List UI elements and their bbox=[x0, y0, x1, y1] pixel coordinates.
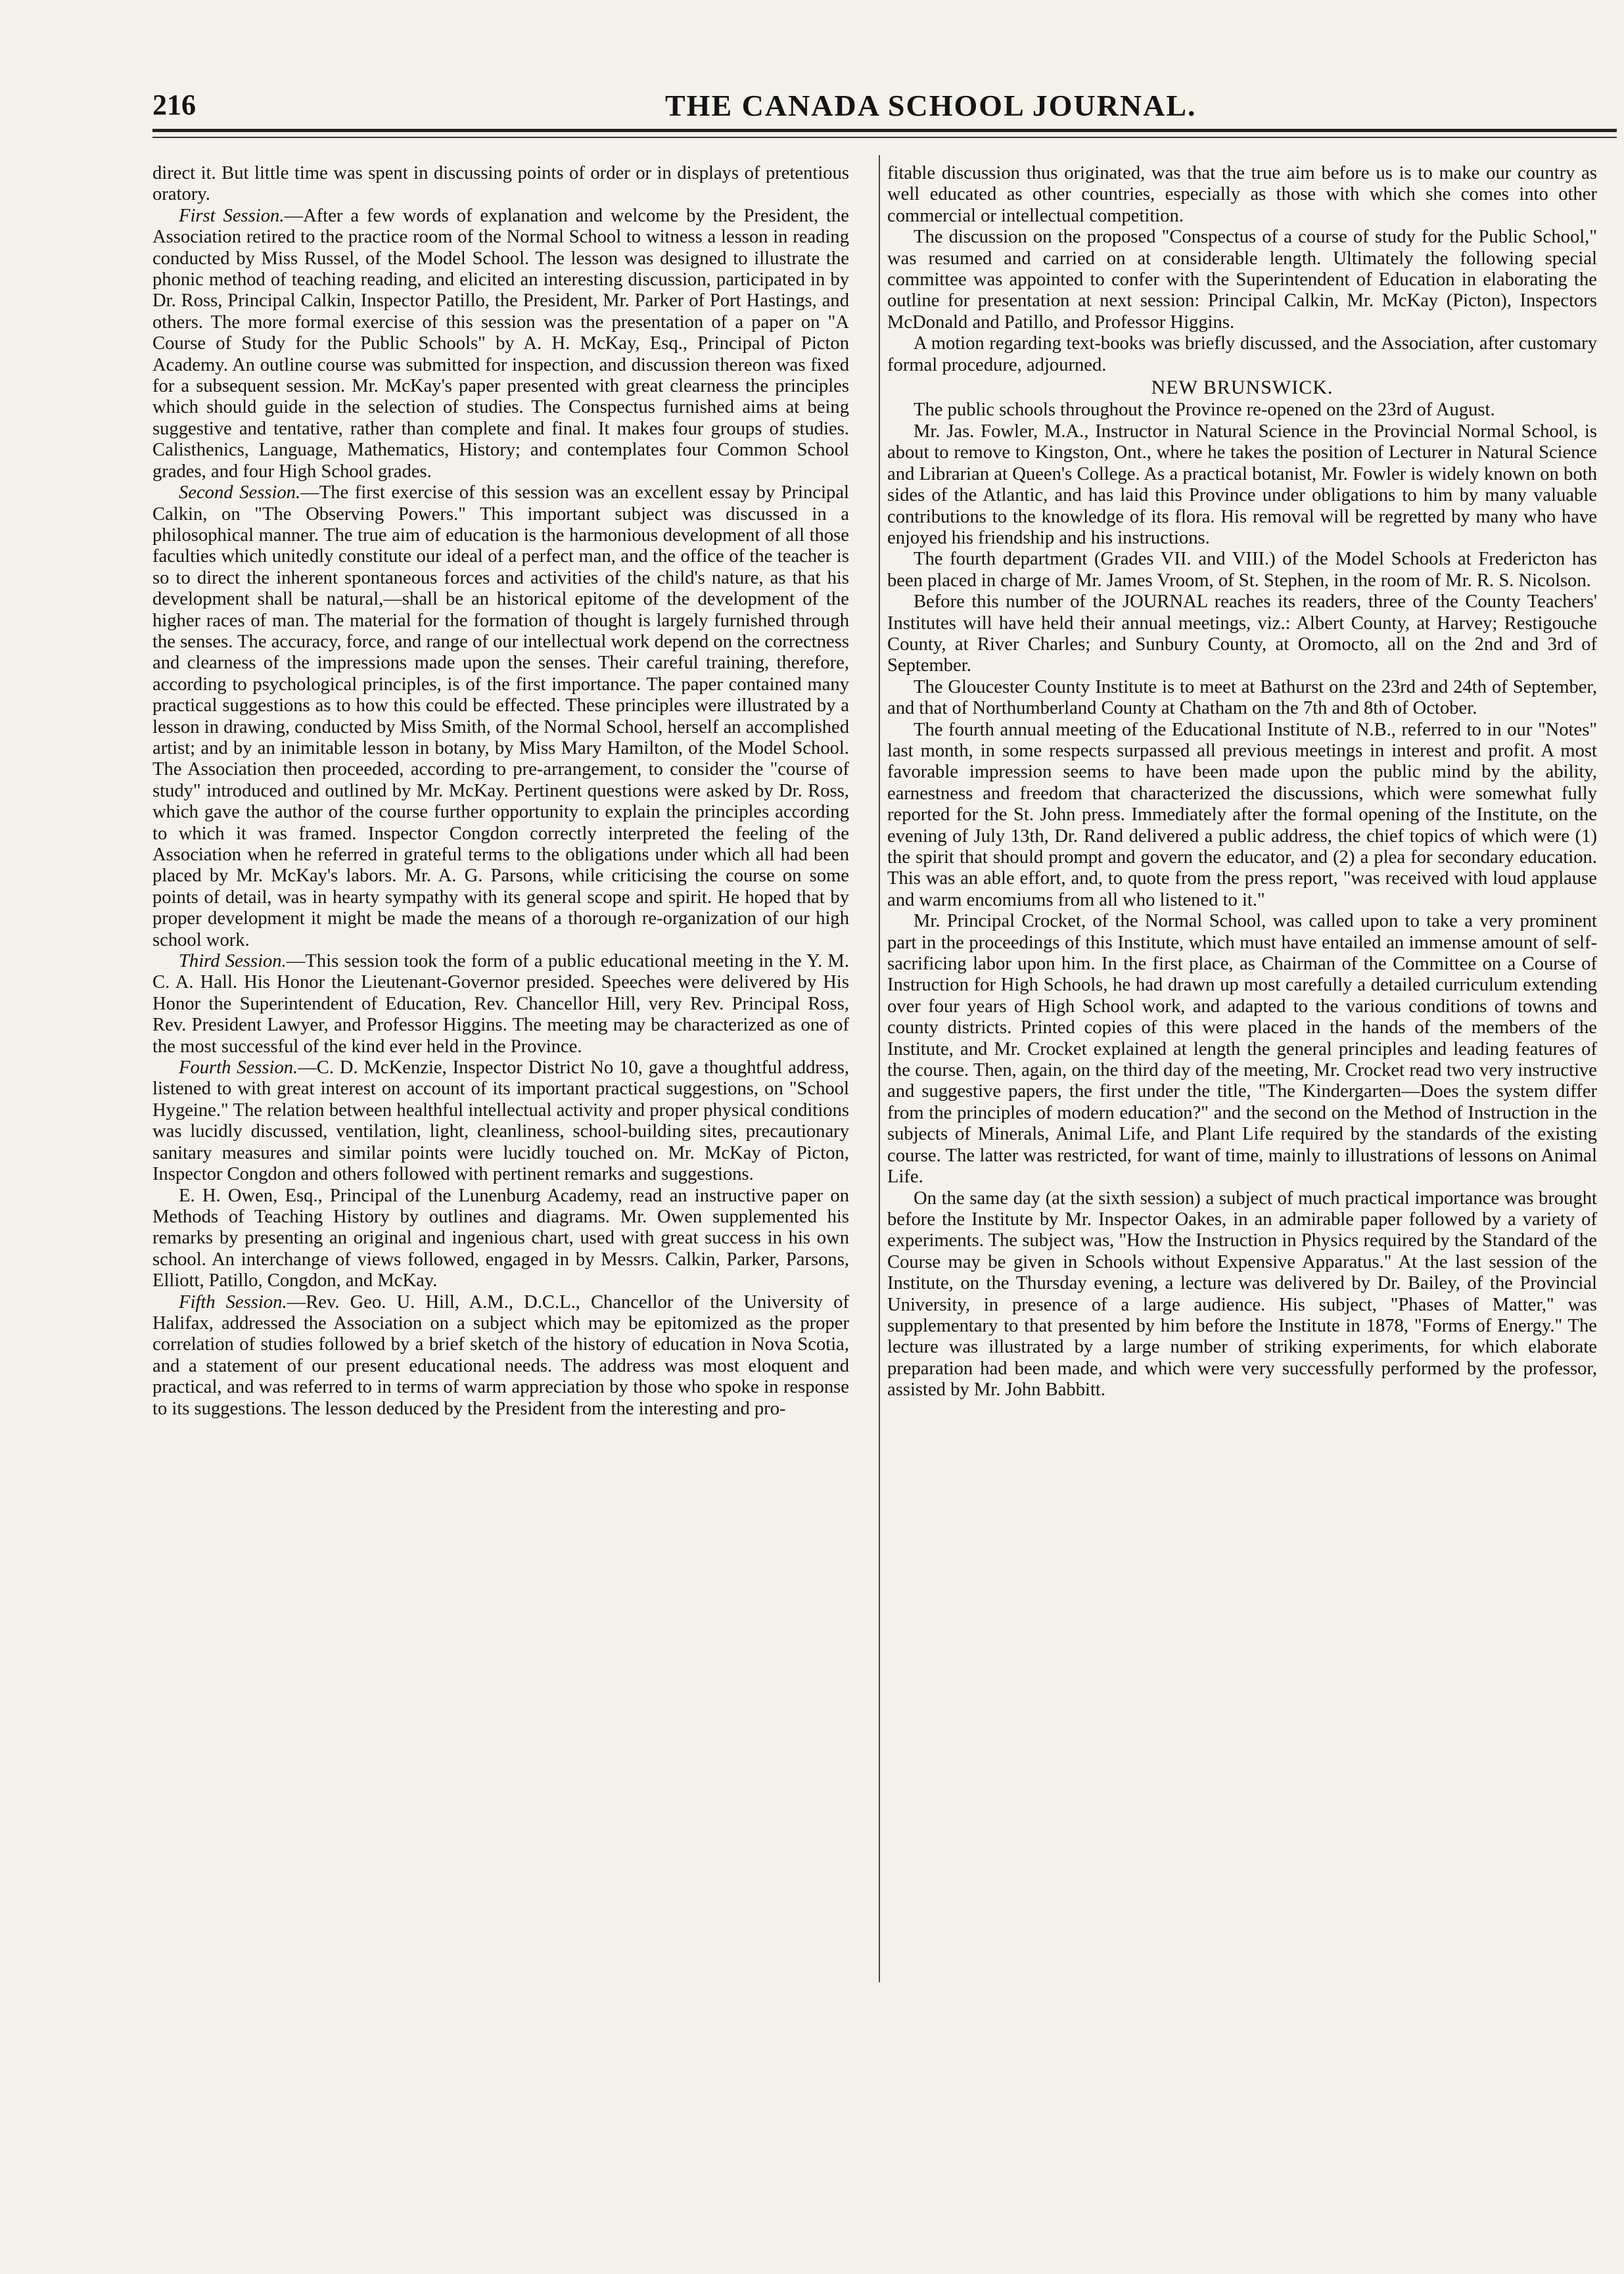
session-heading: Second Session. bbox=[179, 482, 301, 503]
column-divider bbox=[879, 155, 880, 1982]
paragraph: Mr. Jas. Fowler, M.A., Instructor in Natural Science in the Provincial Normal School, is about to remove to Kingston, Ont., where he takes the position of Lecturer in Natural Science and Librarian at Queen's College. As a practical botanist, Mr. Fowler is widely known on both sides of the Atlantic, and has laid this Province under obligations to him by many valuable contributions to the knowledge of its flora. His removal will be regretted by many who have enjoyed his friendship and his instructions. bbox=[887, 421, 1597, 548]
paragraph bbox=[152, 1057, 849, 1185]
session-heading: First Session. bbox=[179, 205, 285, 226]
paragraph: The public schools throughout the Province re-opened on the 23rd of August. bbox=[914, 400, 1495, 421]
paragraph bbox=[152, 482, 849, 951]
paragraph-text: —This session took the form of a public educational meeting in the Y. M. C. A. Hall. His Honor the Lieutenant-Governor presided. Speeches were delivered by His Honor the Superintendent of Education, Rev. Chancellor Hill, very Rev. Principal Ross, Rev. President Lawyer, and Professor Higgins. The meeting may be characterized as one of the most successful of the kind ever held in the Province. bbox=[152, 951, 849, 1057]
page-number: 216 bbox=[152, 89, 196, 121]
paragraph: The Gloucester County Institute is to meet at Bathurst on the 23rd and 24th of September, and that of Northumberland County at Chatham on the 7th and 8th of October. bbox=[887, 676, 1597, 719]
left-column bbox=[152, 163, 849, 1420]
right-column bbox=[887, 163, 1597, 1401]
paragraph: Mr. Principal Crocket, of the Normal School, was called upon to take a very prominent part in the proceedings of this Institute, which must have entailed an immense amount of self-sacrificing labor upon him. In the first place, as Chairman of the Committee on a Course of Instruction for High Schools, he had drawn up most carefully a detailed curriculum extending over four years of High School work, and adapted to the various conditions of towns and county districts. Printed copies of this were placed in the hands of the members of the Institute, and Mr. Crocket explained at length the general principles and leading features of the course. Then, again, on the third day of the meeting, Mr. Crocket read two very instructive and suggestive papers, the first under the title, "The Kindergarten—Does the system differ from the principles of modern education?" and the second on the Method of Instruction in the subjects of Minerals, Animal Life, and Plant Life required by the standards of the existing course. The latter was restricted, for want of time, mainly to illustrations of lessons on Animal Life. bbox=[887, 911, 1597, 1188]
paragraph bbox=[152, 951, 849, 1057]
journal-title: THE CANADA SCHOOL JOURNAL. bbox=[665, 89, 1197, 122]
paragraph: The fourth department (Grades VII. and VIII.) of the Model Schools at Fredericton has been placed in charge of Mr. James Vroom, of St. Stephen, in the room of Mr. R. S. Nicolson. bbox=[887, 549, 1597, 591]
section-heading: NEW BRUNSWICK. bbox=[1151, 377, 1334, 399]
paragraph bbox=[152, 206, 849, 482]
session-heading: Fourth Session. bbox=[179, 1057, 298, 1079]
paragraph-text: —After a few words of explanation and welcome by the President, the Association retired to the practice room of the Normal School to witness a lesson in reading conducted by Miss Russel, of the Model School. The lesson was designed to illustrate the phonic method of teaching reading, and elicited an interesting discussion, participated in by Dr. Ross, Principal Calkin, Inspector Patillo, the President, Mr. Parker of Port Hastings, and others. The more formal exercise of this session was the presentation of a paper on "A Course of Study for the Public Schools" by A. H. McKay, Esq., Principal of Picton Academy. An outline course was submitted for inspection, and discussion thereon was fixed for a subsequent session. Mr. McKay's paper presented with great clearness the principles which should guide in the selection of studies. The Conspectus furnished aims at being suggestive and tentative, rather than complete and final. It makes four groups of studies. Calisthenics, Language, Mathematics, History; and contemplates four Common School grades, and four High School grades. bbox=[152, 205, 849, 482]
header-rule-thick bbox=[152, 129, 1617, 132]
paragraph: The discussion on the proposed "Conspectus of a course of study for the Public School," was resumed and carried on at considerable length. Ultimately the following special committee was appointed to confer with the Superintendent of Education in elaborating the outline for presentation at next session: Principal Calkin, Mr. McKay (Picton), Inspectors McDonald and Patillo, and Professor Higgins. bbox=[887, 227, 1597, 333]
paragraph: The fourth annual meeting of the Educational Institute of N.B., referred to in our "Notes" last month, in some respects surpassed all previous meetings in interest and profit. A most favorable impression seems to have been made upon the public mind by the ability, earnestness and freedom that characterized the discussions, which were somewhat fully reported for the St. John press. Immediately after the formal opening of the Institute, on the evening of July 13th, Dr. Rand delivered a public address, the chief topics of which were (1) the spirit that should prompt and govern the educator, and (2) a plea for secondary education. This was an able effort, and, to quote from the press report, "was received with loud applause and warm encomiums from all who listened to it." bbox=[887, 719, 1597, 910]
paragraph: fitable discussion thus originated, was that the true aim before us is to make our country as well educated as other countries, especially as those with which she comes into other commercial or intellectual competition. bbox=[887, 163, 1597, 226]
paragraph: A motion regarding text-books was briefly discussed, and the Association, after customary formal procedure, adjourned. bbox=[887, 333, 1597, 375]
paragraph: Before this number of the JOURNAL reaches its readers, three of the County Teachers' Institutes will have held their annual meetings, viz.: Albert County, at Harvey; Restigouche County, at River Charles; and Sunbury County, at Oromocto, all on the 2nd and 3rd of September. bbox=[887, 592, 1597, 676]
paragraph-text: —C. D. McKenzie, Inspector District No 10, gave a thoughtful address, listened to with great interest on account of its important practical suggestions, on "School Hygeine." The relation between healthful intellectual activity and proper physical conditions was lucidly discussed, ventilation, light, cleanliness, school-building sites, precautionary sanitary measures and similar points were lucidly touched on. Mr. McKay of Picton, Inspector Congdon and others followed with pertinent remarks and suggestions. bbox=[152, 1057, 849, 1185]
session-heading: Third Session. bbox=[179, 951, 287, 972]
paragraph: E. H. Owen, Esq., Principal of the Lunenburg Academy, read an instructive paper on Methods of Teaching History by outlines and diagrams. Mr. Owen supplemented his remarks by presenting an original and ingenious chart, used with great success in his own school. An interchange of views followed, engaged in by Messrs. Calkin, Parker, Parsons, Elliott, Patillo, Congdon, and McKay. bbox=[152, 1185, 849, 1291]
header-rule-thin bbox=[152, 137, 1617, 138]
paragraph bbox=[152, 1292, 849, 1420]
paragraph-text: —Rev. Geo. U. Hill, A.M., D.C.L., Chancellor of the University of Halifax, addressed the Association on a subject which may be epitomized as the proper correlation of studies followed by a brief sketch of the history of education in Nova Scotia, and a statement of our present educational needs. The address was most eloquent and practical, and was referred to in terms of warm appreciation by those who spoke in response to its suggestions. The lesson deduced by the President from the interesting and pro- bbox=[152, 1291, 849, 1419]
paragraph: On the same day (at the sixth session) a subject of much practical importance was brought before the Institute by Mr. Inspector Oakes, in an admirable paper followed by a variety of experiments. The subject was, "How the Instruction in Physics required by the Standard of the Course may be given in Schools without Expensive Apparatus." At the last session of the Institute, on the Thursday evening, a lecture was delivered by Dr. Bailey, of the Provincial University, in presence of a large audience. His subject, "Phases of Matter," was supplementary to that presented by him before the Institute in 1878, "Forms of Energy." The lecture was illustrated by a large number of striking experiments, for which elaborate preparation had been made, and which were very successfully performed by the professor, assisted by Mr. John Babbitt. bbox=[887, 1188, 1597, 1401]
paragraph-text: —The first exercise of this session was an excellent essay by Principal Calkin, on "The Observing Powers." This important subject was discussed in a philosophical manner. The true aim of education is the harmonious development of all those faculties which unitedly constitute our ideal of a perfect man, and the office of the teacher is so to direct the inherent spontaneous forces and activities of the child's nature, as that his development shall be natural,—shall be an historical epitome of the development of the higher races of man. The material for the formation of thought is largely furnished through the senses. The accuracy, force, and range of our intellectual work depend on the correctness and clearness of the impressions made upon the senses. Their careful training, therefore, according to psychological principles, is of the first importance. The paper contained many practical suggestions as to how this could be effected. These principles were illustrated by a lesson in drawing, conducted by Miss Smith, of the Normal School, herself an accomplished artist; and by an inimitable lesson in botany, by Miss Mary Hamilton, of the Model School. The Association then proceeded, according to pre-arrangement, to consider the "course of study" introduced and outlined by Mr. McKay. Pertinent questions were asked by Dr. Ross, which gave the author of the course further opportunity to explain the principles according to which it was framed. Inspector Congdon correctly interpreted the feeling of the Association when he referred in grateful terms to the obligations under which all had been placed by Mr. McKay's labors. Mr. A. G. Parsons, while criticising the course on some points of detail, was in hearty sympathy with its general scope and spirit. He hoped that by proper development it might be made the means of a thorough re-organization of our high school work. bbox=[152, 482, 849, 950]
session-heading: Fifth Session. bbox=[179, 1291, 287, 1312]
paragraph: direct it. But little time was spent in discussing points of order or in displays of pretentious oratory. bbox=[152, 163, 849, 205]
page-header bbox=[152, 84, 1624, 124]
